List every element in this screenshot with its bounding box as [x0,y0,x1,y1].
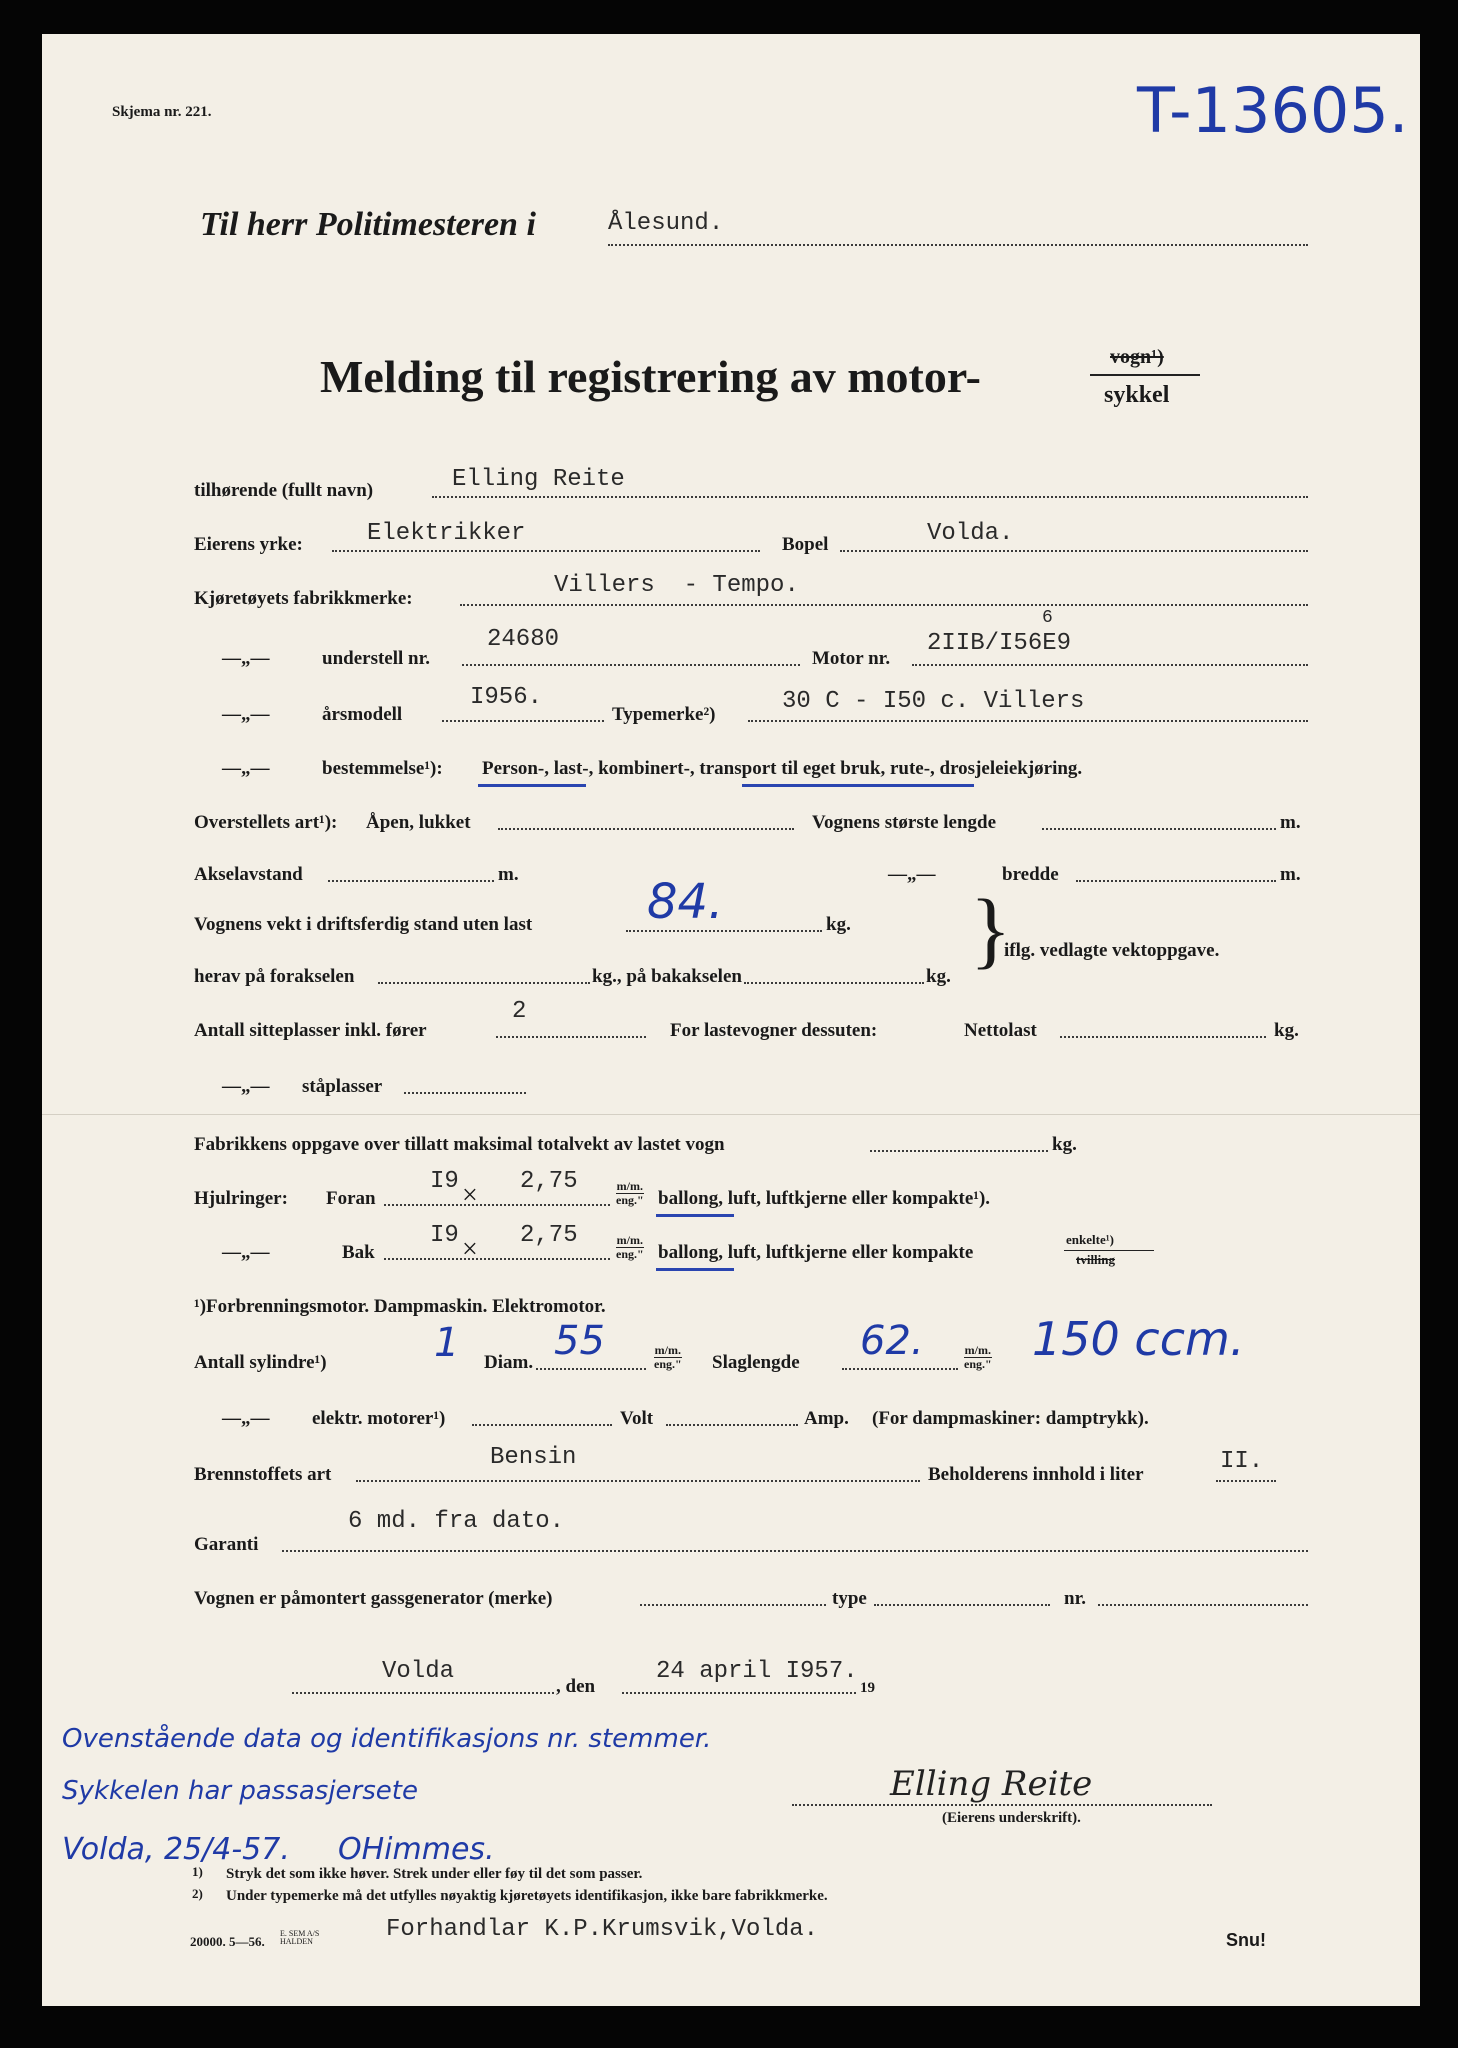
value-stroke: 62. [860,1318,924,1364]
label-max-total: Fabrikkens oppgave over tillatt maksimal totalvekt av lastet vogn [194,1134,725,1155]
tire-other: , luft, luftkjerne eller kompakte¹). [718,1188,991,1209]
handwritten-note-line3: Volda, 25/4-57. [62,1832,290,1867]
dotted-line [1216,1480,1276,1482]
label-make: Kjøretøyets fabrikkmerke: [194,588,413,609]
unit-fraction: m/m. eng." [964,1343,992,1371]
dotted-line [874,1604,1050,1606]
owner-signature: Elling Reite [890,1764,1093,1804]
value-residence: Volda. [927,520,1014,547]
title-sykkel: sykkel [1104,382,1170,408]
purpose-last: , last-, kombinert-, [544,758,695,779]
label-volt: Volt [620,1408,654,1429]
title-vogn: vogn¹) [1110,346,1164,368]
tire-balloon: ballong [658,1242,719,1263]
label-net-load: Nettolast [964,1020,1037,1041]
value-tire-front-b: 2,75 [520,1168,578,1195]
dotted-line [536,1368,646,1370]
motor-types-note: ¹)Forbrenningsmotor. Dampmaskin. Elektromotor. [194,1296,606,1317]
underline-person [478,784,586,787]
unit-fraction: m/m. eng." [654,1343,682,1371]
label-cylinders: Antall sylindre¹) [194,1352,327,1373]
dotted-line [496,1036,646,1038]
dotted-line [332,550,760,552]
value-motor-no-correction: 6 [1042,608,1053,628]
label-ditto: —„— [888,864,936,885]
schema-number: Skjema nr. 221. [112,104,212,120]
label-ditto: —„— [222,1408,270,1429]
underline-balloon [656,1214,734,1217]
dealer-stamp: Forhandlar K.P.Krumsvik,Volda. [386,1916,819,1943]
label-max-length: Vognens største lengde [812,812,997,833]
purpose-person: Person- [482,758,545,779]
value-seats: 2 [512,998,527,1025]
dotted-line [842,1368,958,1370]
footnote-1-mark: 1) [192,1864,203,1879]
label-diam: Diam. [484,1352,534,1373]
handwritten-note-signature: OHimmes. [338,1832,495,1867]
label-owner: tilhørende (fullt navn) [194,480,374,501]
label-date: , den [556,1676,596,1697]
dotted-line [328,880,494,882]
dotted-line [378,982,590,984]
dotted-line [472,1424,612,1426]
label-frame-no: understell nr. [322,648,431,669]
dotted-line [748,720,1308,722]
label-nr: nr. [1064,1588,1087,1609]
value-diam: 55 [554,1318,605,1364]
tire-options-rear [658,1242,973,1264]
footnote-2: Under typemerke må det utfylles nøyaktig kjøretøyets identifikasjon, ikke bare fabrikkmerke. [226,1888,828,1904]
dotted-line [1098,1604,1308,1606]
value-date: 24 april I957. [656,1658,858,1685]
dotted-line [384,1204,610,1206]
dotted-line [1060,1036,1266,1038]
purpose-options [482,758,1082,780]
label-type-mark: Typemerke²) [612,704,716,725]
unit-kg: kg. [1274,1020,1299,1041]
printer-name: E. SEM A/S HALDEN [280,1929,320,1946]
label-gas-generator: Vognen er påmontert gassgenerator (merke) [194,1588,553,1609]
value-cylinders: 1 [434,1320,460,1366]
value-type-mark: 30 C - I50 c. Villers [782,688,1085,715]
value-tire-front-a: I9 [430,1168,459,1195]
dotted-line [404,1092,526,1094]
dotted-line [792,1804,1212,1806]
body-type-options: Åpen, lukket [366,812,471,833]
dotted-line [744,982,924,984]
label-width: bredde [1002,864,1059,885]
label-ditto: —„— [222,648,270,669]
underline-balloon [656,1268,734,1271]
value-fuel: Bensin [490,1444,577,1471]
label-body-type: Overstellets art¹): [194,812,338,833]
unit-m: m. [1280,864,1301,885]
label-wheels: Hjulringer: [194,1188,288,1209]
label-ditto: —„— [222,1242,270,1263]
dotted-line [666,1424,798,1426]
purpose-own-use: transport til eget bruk [699,758,881,779]
form-title: Melding til registrering av motor- [320,351,981,402]
registration-form [42,34,1420,2006]
tire-balloon: ballong [658,1188,719,1209]
footnote-2-mark: 2) [192,1886,203,1901]
label-amp: Amp. [804,1408,849,1429]
tire-single: enkelte¹) [1066,1232,1114,1247]
dotted-line [442,720,604,722]
dotted-line [384,1258,610,1260]
label-rear-axle: kg., på bakakselen [592,966,742,987]
label-type: type [832,1588,867,1609]
brace: } [970,881,1012,977]
label-axle-distance: Akselavstand [194,864,303,885]
label-seats: Antall sitteplasser inkl. fører [194,1020,427,1041]
dotted-line [912,664,1308,666]
dotted-line [870,1150,1048,1152]
owner-signature-label: (Eierens underskrift). [942,1810,1081,1826]
salutation: Til herr Politimesteren i [200,206,536,243]
unit-m: m. [1280,812,1301,833]
footnote-1: Stryk det som ikke høver. Strek under eller føy til det som passer. [226,1866,643,1882]
dotted-line [282,1550,1308,1552]
dotted-line [356,1480,920,1482]
value-tire-rear-b: 2,75 [520,1222,578,1249]
dotted-line [640,1604,826,1606]
label-fuel: Brennstoffets art [194,1464,332,1485]
label-electric: elektr. motorer¹) [312,1408,446,1429]
dotted-line [462,664,800,666]
dotted-line [840,550,1308,552]
year-prefix: 19 [860,1680,875,1696]
dotted-line [1042,828,1276,830]
value-make: Villers - Tempo. [554,572,799,599]
dotted-line [498,828,794,830]
times-sign: × [462,1234,478,1265]
value-displacement: 150 ccm. [1032,1312,1245,1366]
police-city: Ålesund. [608,210,724,237]
value-model-year: I956. [470,684,543,711]
value-weight: 84. [647,874,724,930]
printer-info: 20000. 5—56. [190,1934,265,1949]
tire-other: , luft, luftkjerne eller kompakte [718,1242,974,1263]
value-place: Volda [382,1658,455,1685]
dotted-line [626,930,822,932]
label-residence: Bopel [782,534,829,555]
tire-options-front [658,1188,990,1210]
unit-kg: kg. [1052,1134,1077,1155]
label-ditto: —„— [222,758,270,779]
times-sign: × [462,1180,478,1211]
paper-fold [42,1114,1420,1115]
unit-kg: kg. [826,914,851,935]
title-divider [1090,374,1200,376]
value-frame-no: 24680 [487,626,560,653]
dotted-line [622,1692,856,1694]
dotted-line [292,1692,554,1694]
label-rear: Bak [342,1242,375,1263]
tire-divider [1064,1250,1154,1251]
handwritten-note-line1: Ovenstående data og identifikasjons nr. stemmer. [62,1724,712,1754]
unit-fraction: m/m. eng." [616,1233,644,1261]
label-model-year: årsmodell [322,704,403,725]
dotted-line [608,244,1308,246]
value-occupation: Elektrikker [367,520,526,547]
value-motor-no: 2IIB/I56E9 [927,630,1072,657]
label-front-axle: herav på forakselen [194,966,355,987]
label-ditto: —„— [222,1076,270,1097]
weight-note: iflg. vedlagte vektoppgave. [1004,940,1220,961]
label-occupation: Eierens yrke: [194,534,303,555]
label-steam: (For dampmaskiner: damptrykk). [872,1408,1149,1429]
purpose-route: , rute-, drosjeleiekjøring. [880,758,1083,779]
dotted-line [1076,880,1276,882]
turn-over-label: Snu! [1226,1930,1266,1950]
tire-twin: tvilling [1076,1252,1116,1267]
value-owner-name: Elling Reite [452,466,625,493]
registration-stamp-number: T-13605. [1137,74,1409,147]
handwritten-note-line2: Sykkelen har passasjersete [62,1776,418,1806]
label-stroke: Slaglengde [712,1352,800,1373]
value-warranty: 6 md. fra dato. [348,1508,565,1535]
unit-fraction: m/m. eng." [616,1179,644,1207]
label-purpose: bestemmelse¹): [322,758,443,779]
label-weight: Vognens vekt i driftsferdig stand uten last [194,914,533,935]
label-warranty: Garanti [194,1534,259,1555]
label-front: Foran [326,1188,376,1209]
dotted-line [460,604,1308,606]
value-tank: II. [1220,1448,1264,1475]
label-ditto: —„— [222,704,270,725]
dotted-line [432,496,1308,498]
label-standing: ståplasser [302,1076,383,1097]
unit-kg: kg. [926,966,951,987]
unit-m: m. [498,864,519,885]
label-motor-no: Motor nr. [812,648,891,669]
label-tank: Beholderens innhold i liter [928,1464,1144,1485]
label-cargo: For lastevogner dessuten: [670,1020,878,1041]
value-tire-rear-a: I9 [430,1222,459,1249]
underline-own-use [742,784,974,787]
